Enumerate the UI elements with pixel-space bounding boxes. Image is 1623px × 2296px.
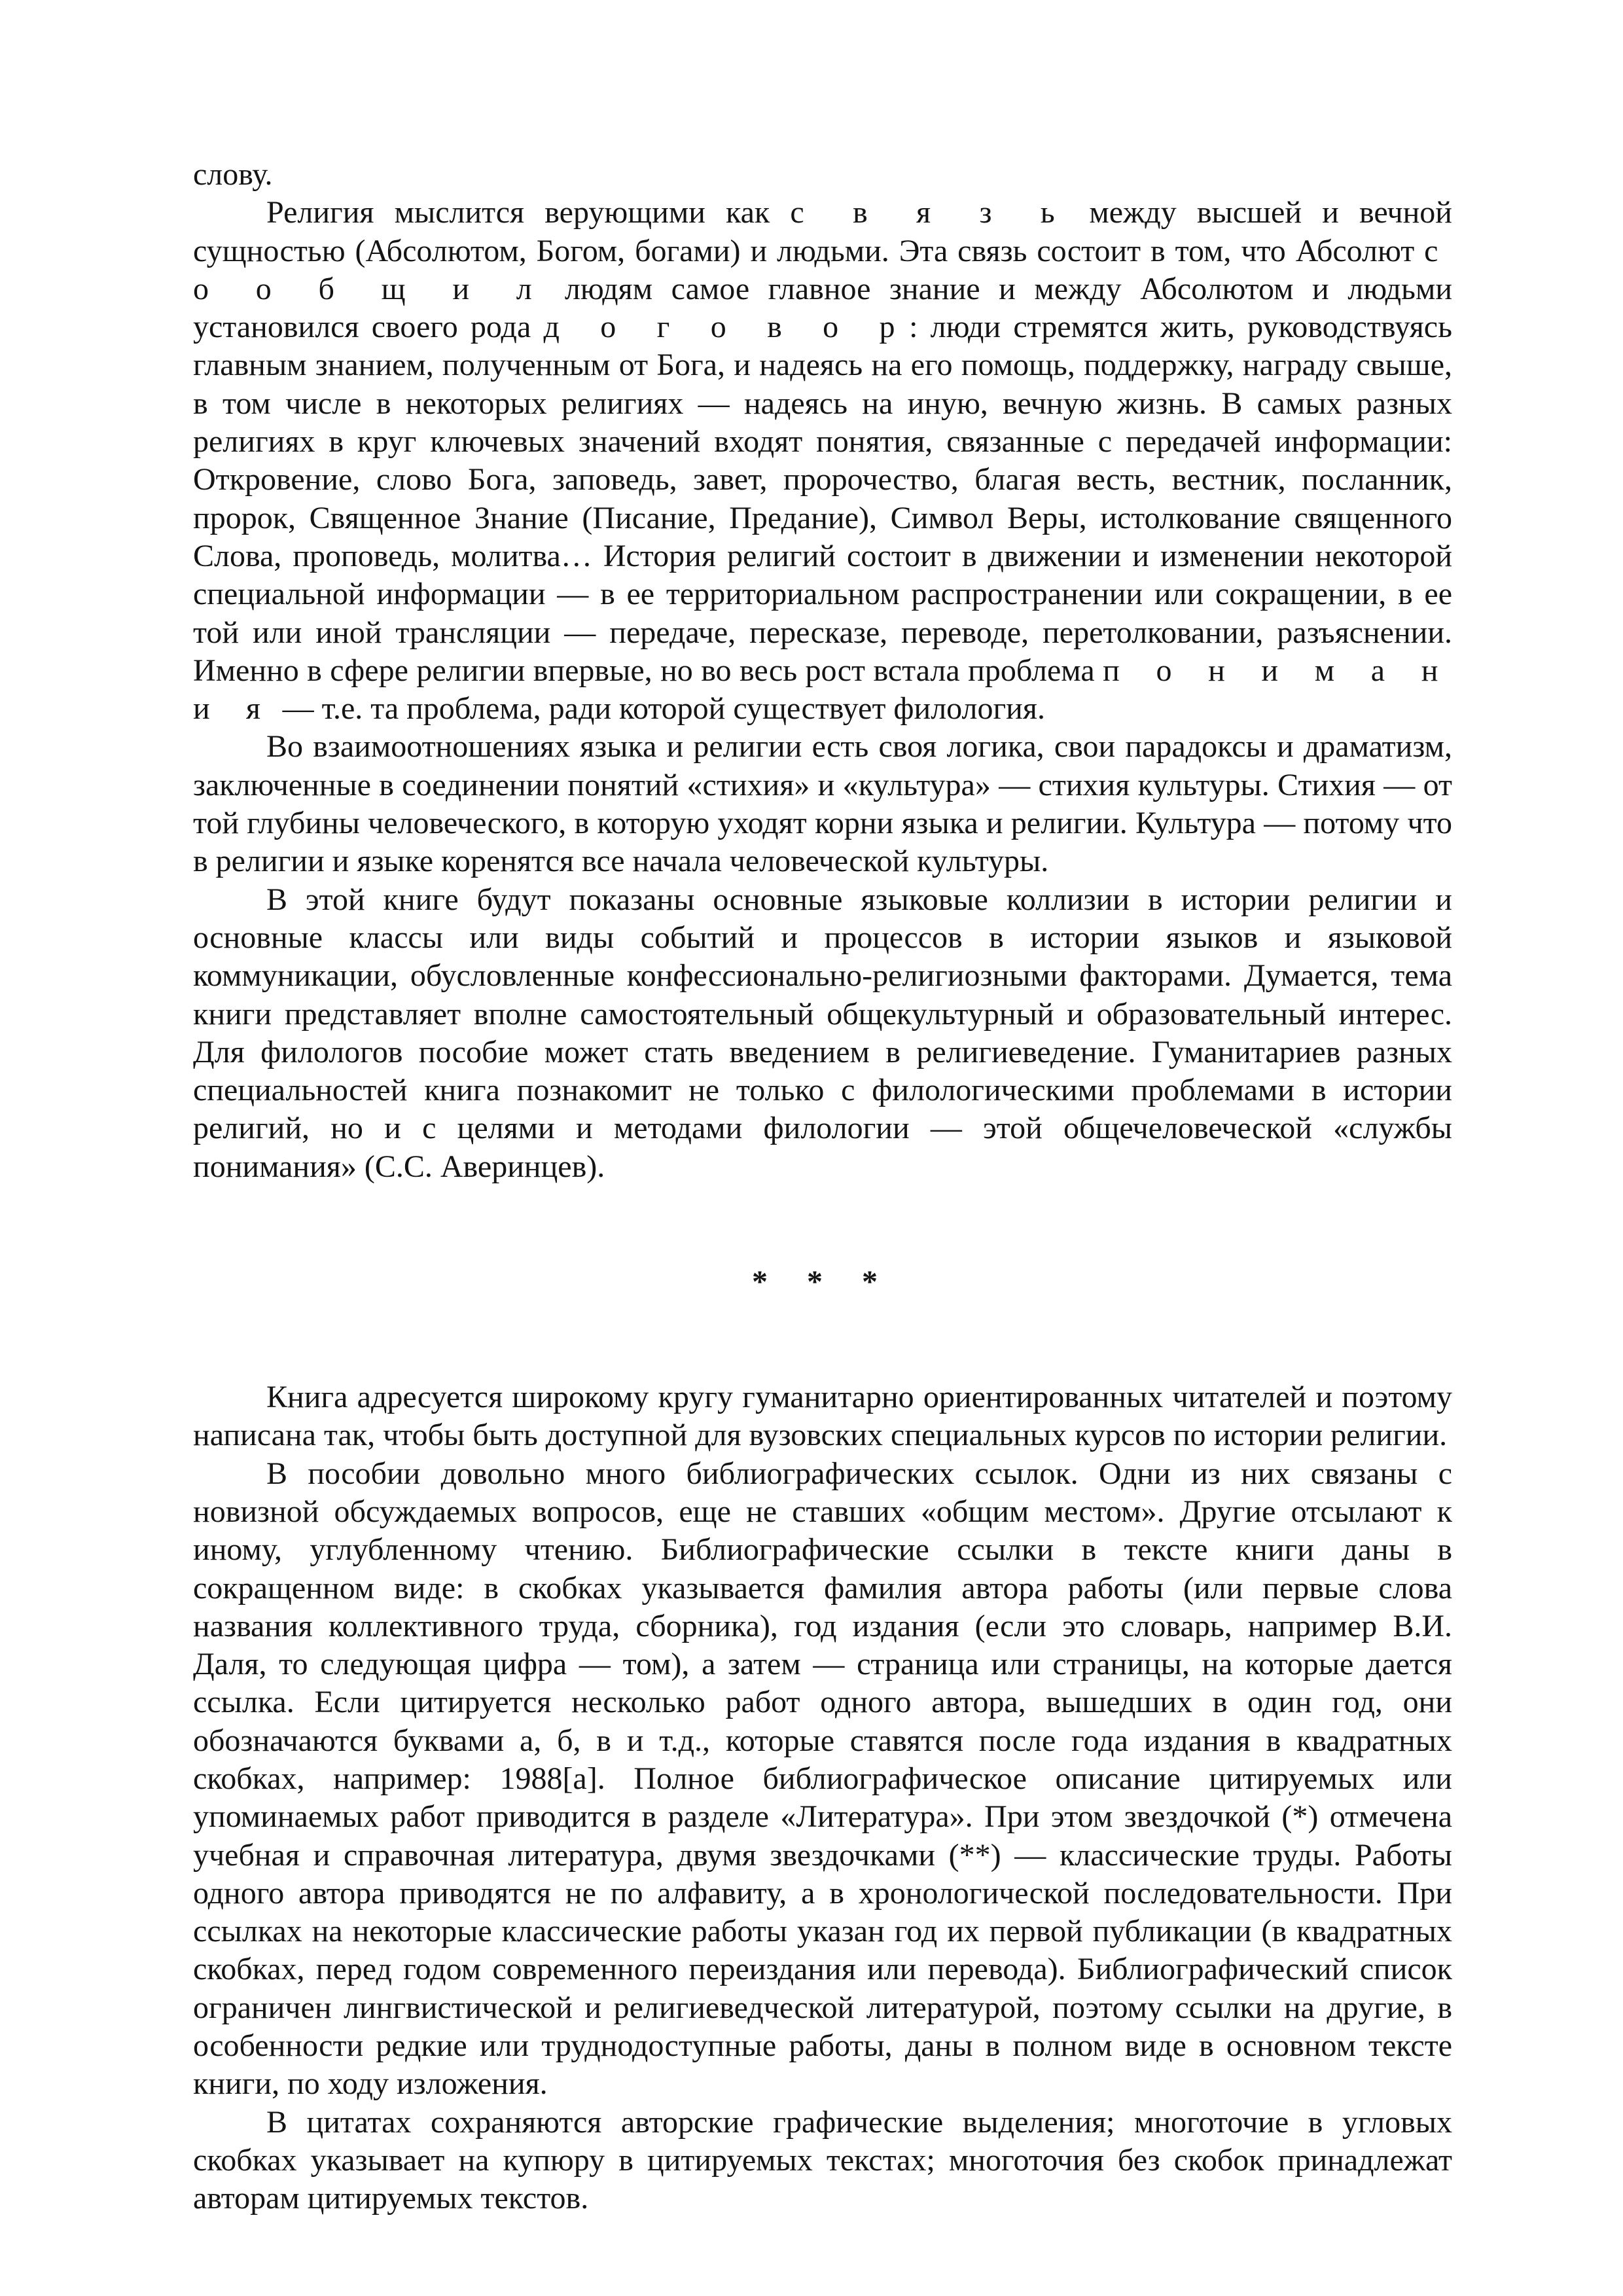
- spaced-emphasis-link: с в я з ь: [790, 195, 1069, 230]
- document-page: [193, 156, 1452, 2218]
- spaced-emphasis-communicated: с о о б щ и л: [193, 233, 1452, 306]
- spaced-emphasis-covenant: д о г о в о р: [543, 310, 910, 345]
- paragraph-text-segment: — т.е. та проблема, ради которой существует филология.: [274, 691, 1045, 726]
- paragraph-text-segment: : люди стремятся жить, руководствуясь главным знанием, полученным от Бога, и надеясь на его помощь, поддержку, награду свыше, в том числе в некоторых религиях — надеясь на иную, вечную жизнь. В самых разных религиях в круг ключевых значений входят понятия, связанные с передачей информации: Откровение, слово Бога, заповедь, завет, пророчество, благая весть, вестник, посланник, пророк, Священное Знание (Писание, Предание), Символ Веры, истолкование священного Слова, проповедь, молитва… История религий состоит в движении и изменении некоторой специальной информации — в ее территориальном распространении или сокращении, в ее той или иной трансляции — передаче, пересказе, переводе, перетолковании, разъяснении. Именно в сфере религии впервые, но во весь рост встала проблема: [193, 310, 1452, 688]
- paragraph-bibliographic-references: В пособии довольно много библиографических ссылок. Одни из них связаны с новизной обсуждаемых вопросов, еще не ставших «общим местом». Другие отсылают к иному, углубленному чтению. Библиографические ссылки в тексте книги даны в сокращенном виде: в скобках указывается фамилия автора работы (или первые слова названия коллективного труда, сборника), год издания (если это словарь, например В.И. Даля, то следующая цифра — том), а затем — страница или страницы, на которые дается ссылка. Если цитируется несколько работ одного автора, вышедших в один год, они обозначаются буквами а, б, в и т.д., которые ставятся после года издания в квадратных скобках, например: 1988[а]. Полное библиографическое описание цитируемых или упоминаемых работ приводится в разделе «Литература». При этом звездочкой (*) отмечена учебная и справочная литература, двумя звездочками (**) — классические труды. Работы одного автора приводятся не по алфавиту, а в хронологической последовательности. При ссылках на некоторые классические работы указан год их первой публикации (в квадратных скобках, перед годом современного переиздания или перевода). Библиографический список ограничен лингвистической и религиеведческой литературой, поэтому ссылки на другие, в особенности редкие или труднодоступные работы, даны в полном виде в основном тексте книги, по ходу изложения.: [193, 1456, 1452, 2102]
- paragraph-book-scope: В этой книге будут показаны основные языковые коллизии в истории религии и основные классы или виды событий и процессов в истории языков и языковой коммуникации, обусловленные конфессионально-религиозными факторами. Думается, тема книги представляет вполне самостоятельный общекультурный и образовательный интерес. Для филологов пособие может стать введением в религиеведение. Гуманитариев разных специальностей книга познакомит не только с филологическими проблемами в истории религий, но и с целями и методами филологии — этой общечеловеческой «службы понимания» (С.С. Аверинцев).: [193, 882, 1452, 1184]
- paragraph-text-segment: людям самое главное знание и между Абсолютом и людьми установился своего рода: [193, 271, 1453, 345]
- section-separator: * * *: [752, 1265, 893, 1300]
- paragraph-religion-as-link: [193, 194, 1452, 728]
- paragraph-text-segment: Религия мыслится верующими как: [266, 195, 791, 230]
- paragraph-quotation-conventions: В цитатах сохраняются авторские графические выделения; многоточие в угловых скобках указывает на купюру в цитируемых текстах; многоточия без скобок принадлежат авторам цитируемых текстов.: [193, 2104, 1452, 2216]
- spaced-emphasis-understanding: п о н и м а н и я: [193, 653, 1453, 726]
- paragraph-audience: Книга адресуется широкому кругу гуманитарно ориентированных читателей и поэтому написана так, чтобы быть доступной для вузовских специальных курсов по истории религии.: [193, 1380, 1452, 1453]
- carryover-line: слову.: [193, 157, 273, 192]
- paragraph-text-segment: между высшей и вечной сущностью (Абсолютом, Богом, богами) и людьми. Эта связь состоит в том, что Абсолют: [193, 195, 1452, 268]
- paragraph-language-and-religion: Во взаимоотношениях языка и религии есть своя логика, свои парадоксы и драматизм, заключенные в соединении понятий «стихия» и «культура» — стихия культуры. Стихия — от той глубины человеческого, в которую уходят корни языка и религии. Культура — потому что в религии и языке коренятся все начала человеческой культуры.: [193, 729, 1452, 879]
